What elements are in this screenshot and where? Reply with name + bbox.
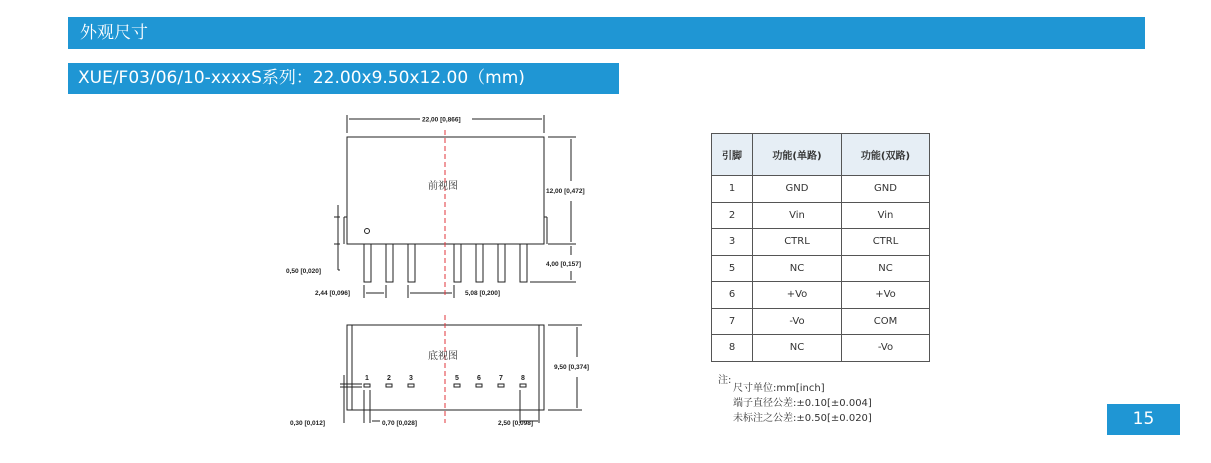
dim-depth: 9,50 [0,374] [554, 364, 590, 371]
dim-pin-width: 0,70 [0,028] [382, 420, 418, 427]
table-row: 5 NC NC [712, 255, 930, 282]
front-pin [498, 244, 505, 282]
front-view-label: 前视图 [428, 181, 458, 192]
front-pin [364, 244, 371, 282]
table-row: 2 Vin Vin [712, 202, 930, 229]
table-row: 6 +Vo +Vo [712, 282, 930, 309]
table-row: 8 NC -Vo [712, 335, 930, 362]
dim-edge: 2,50 [0,098] [498, 420, 534, 427]
note-line: 尺寸单位:mm[inch] [733, 383, 825, 394]
pin-number: 2 [387, 375, 391, 382]
header-dual: 功能(双路) [842, 134, 930, 176]
bottom-view-label: 底视图 [428, 351, 458, 362]
pin-function-table [711, 133, 930, 362]
dim-height: 12,00 [0,472] [546, 188, 585, 195]
dim-pin-length: 4,00 [0,157] [546, 261, 582, 268]
front-pin [408, 244, 415, 282]
table-row: 3 CTRL CTRL [712, 229, 930, 256]
section-title: 外观尺寸 [80, 23, 148, 43]
page-number: 15 [1107, 404, 1180, 435]
front-pin [386, 244, 393, 282]
pin-number: 3 [409, 375, 413, 382]
pin-number: 8 [521, 375, 525, 382]
table-header-row [712, 134, 930, 176]
section-header [68, 17, 1145, 49]
front-pin [520, 244, 527, 282]
series-header [68, 63, 619, 94]
pin-number: 1 [365, 375, 369, 382]
header-pin: 引脚 [712, 134, 753, 176]
front-pin [476, 244, 483, 282]
front-pin [454, 244, 461, 282]
notes-label: 注: [718, 375, 732, 386]
table-row: 1 GND GND [712, 176, 930, 203]
dim-pin-thick: 0,30 [0,012] [290, 420, 326, 427]
dim-pitch2: 5,08 [0,200] [465, 290, 501, 297]
note-line: 端子直径公差:±0.10[±0.004] [733, 398, 872, 409]
pin-number: 5 [455, 375, 459, 382]
dim-width: 22,00 [0,866] [422, 116, 461, 124]
pin-number: 6 [477, 375, 481, 382]
table-row: 7 -Vo COM [712, 308, 930, 335]
note-line: 未标注之公差:±0.50[±0.020] [733, 413, 872, 424]
dimension-drawing [280, 105, 620, 435]
series-title: XUE/F03/06/10-xxxxS系列：22.00x9.50x12.00（mm) [78, 68, 525, 88]
pin-number: 7 [499, 375, 503, 382]
dim-standoff: 0,50 [0,020] [286, 268, 322, 275]
dim-pitch1: 2,44 [0,096] [315, 290, 351, 297]
header-single: 功能(单路) [753, 134, 842, 176]
